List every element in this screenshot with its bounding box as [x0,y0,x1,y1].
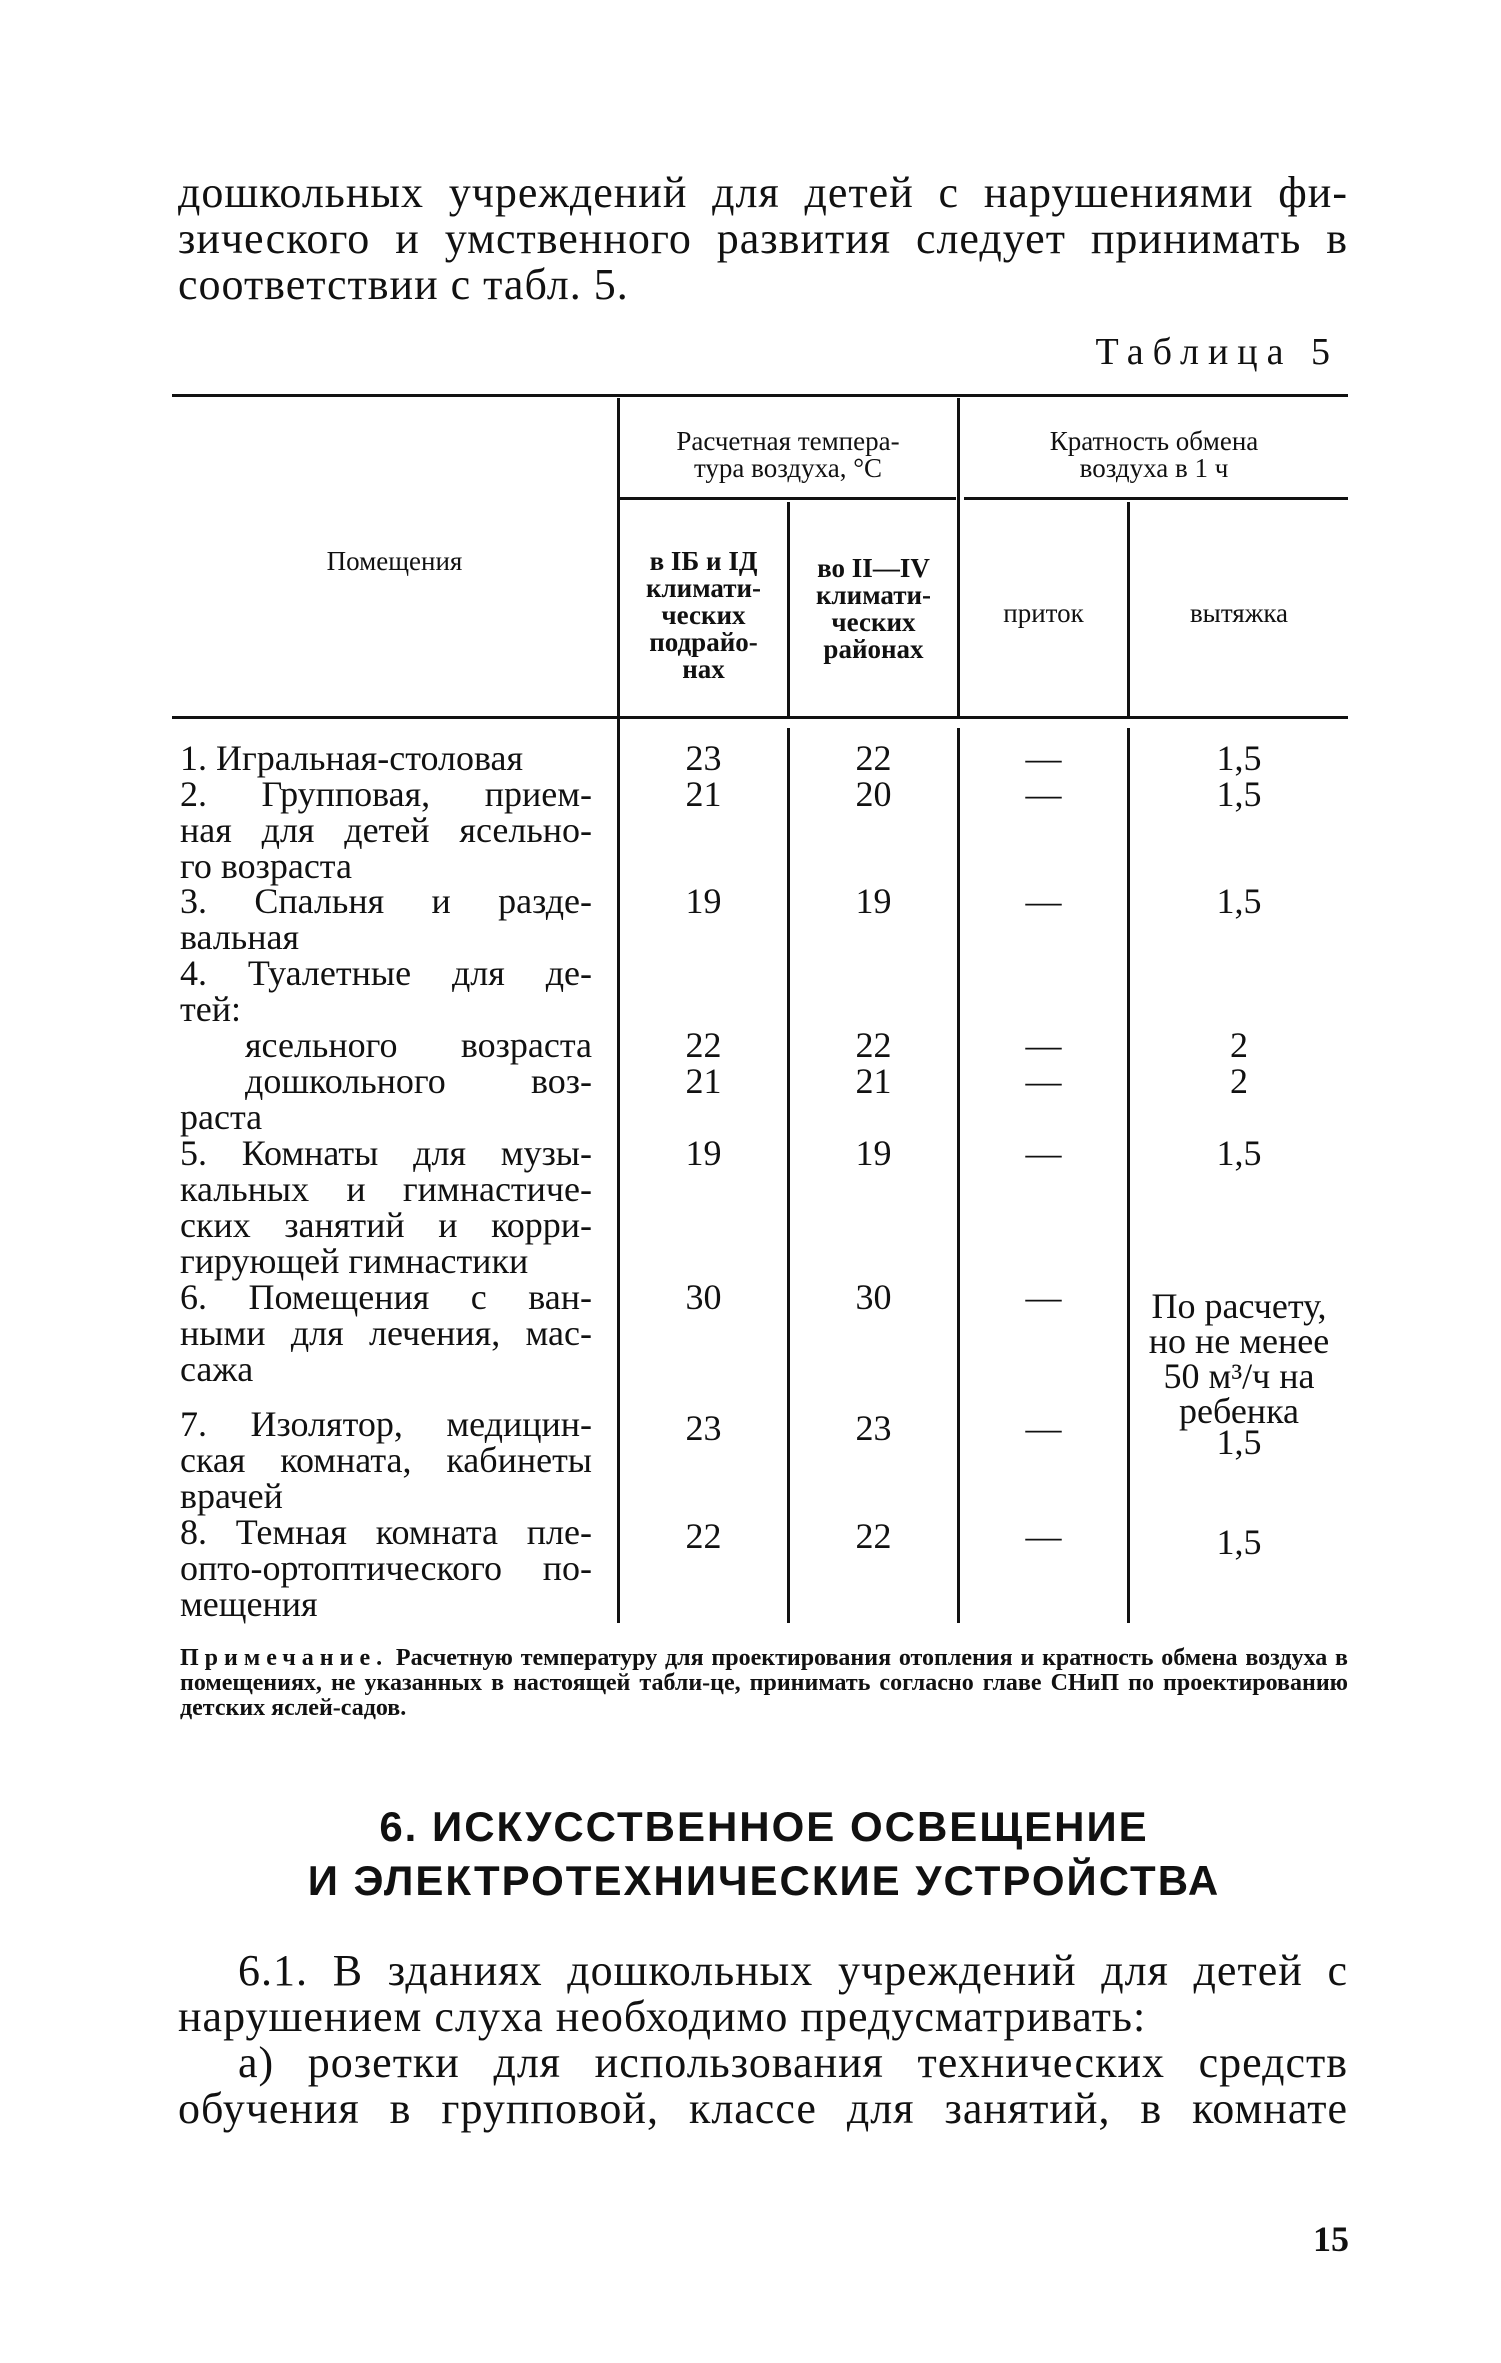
column-divider [787,728,790,1623]
header-exchange-group: Кратность обмена воздуха в 1 ч [1049,426,1259,483]
header-temperature-group: Расчетная темпера- тура воздуха, °С [676,426,900,483]
header-temp-districts: во II—IV климати- ческих районах [815,553,932,664]
table-cell-temp1: 21 [685,774,722,814]
table-cell-temp2: 22 [855,738,892,778]
intro-line: соответствии с табл. 5. [178,260,629,309]
table-cell-inflow: — [1025,881,1062,921]
table-cell-temp2: 19 [855,1133,892,1173]
note-text: Расчетную температуру для проектирования отопления и кратность обмена воздуха в помещениях, не указанных в настоящей табли-це, принимать согласно главе СНиП по проектированию детских яслей-садов. [180,1645,1348,1721]
column-divider [1127,728,1130,1623]
intro-line: дошкольных учреждений для детей с нарушениями фи- [178,168,1348,217]
table-cell-temp1: 23 [685,1408,722,1448]
header-rooms: Помещения [326,546,463,576]
table-cell-exhaust: 1,5 [1216,1422,1262,1462]
table-row-name: 4. Туалетные для де- тей: [180,953,592,1029]
table-note [180,1646,1348,1721]
table-row-name: 5. Комнаты для музы- кальных и гимнастиче- ских занятий и корри- гирующей гимнастики [180,1133,592,1281]
table-cell-inflow: — [1025,1516,1062,1556]
body-paragraph [178,1948,1348,2132]
table-cell-temp2: 22 [855,1516,892,1556]
header-bottom-rule [172,716,1348,719]
table-cell-exhaust: 2 [1230,1061,1248,1101]
body-line: нарушением слуха необходимо предусматривать: [178,1992,1147,2041]
table-cell-inflow: — [1025,1133,1062,1173]
header-temp-subdistricts: в IБ и IД климати- ческих подрайо- нах [645,546,762,684]
table-cell-inflow: — [1025,1408,1062,1448]
body-line: 6.1. В зданиях дошкольных учреждений для детей с [238,1946,1348,1995]
table-cell-exhaust: По расчету, но не менее 50 м³/ч на ребенка [1148,1286,1330,1431]
table-cell-temp1: 22 [685,1025,722,1065]
header-inflow: приток [1003,598,1084,628]
column-divider [957,728,960,1623]
body-line: а) розетки для использования технических средств [238,2038,1348,2087]
table-cell-temp2: 21 [855,1061,892,1101]
table-cell-exhaust: 2 [1230,1025,1248,1065]
table-row-name-continued: раста [180,1097,263,1137]
header-group-rule [964,497,1348,500]
table-row-name: 3. Спальня и разде- вальная [180,881,592,957]
table-row-name: 1. Игральная-столовая [180,738,524,778]
table-row-name: дошкольного воз- [245,1061,592,1101]
table-cell-inflow: — [1025,774,1062,814]
table-row-name: 6. Помещения с ван- ными для лечения, мас- сажа [180,1277,592,1389]
intro-paragraph [178,170,1348,308]
table-caption: Таблица 5 [1095,331,1339,373]
table-row-name: 2. Групповая, прием- ная для детей ясельно- го возраста [180,774,592,886]
table-cell-exhaust: 1,5 [1216,774,1262,814]
table-cell-temp2: 30 [855,1277,892,1317]
table-cell-temp1: 22 [685,1516,722,1556]
table-cell-temp1: 23 [685,738,722,778]
section-heading: 6. ИСКУССТВЕННОЕ ОСВЕЩЕНИЕ И ЭЛЕКТРОТЕХНИЧЕСКИЕ УСТРОЙСТВА [307,1803,1221,1904]
table-cell-temp1: 19 [685,881,722,921]
table-top-rule [172,394,1348,397]
body-line: обучения в групповой, классе для занятий, в комнате [178,2084,1348,2133]
table-cell-temp2: 19 [855,881,892,921]
table-cell-temp2: 23 [855,1408,892,1448]
header-exhaust: вытяжка [1189,598,1289,628]
page-number: 15 [1313,2219,1349,2259]
table-cell-inflow: — [1025,1025,1062,1065]
table-cell-temp2: 22 [855,1025,892,1065]
table-row-name: 7. Изолятор, медицин- ская комната, кабинеты врачей [180,1404,592,1516]
table-row-name: 8. Темная комната пле- опто-ортоптического по- мещения [180,1512,592,1624]
table-cell-temp1: 30 [685,1277,722,1317]
table-cell-inflow: — [1025,1061,1062,1101]
table-row-name: ясельного возраста [245,1025,592,1065]
table-cell-temp2: 20 [855,774,892,814]
table-cell-exhaust: 1,5 [1216,881,1262,921]
table-cell-inflow: — [1025,1277,1062,1317]
intro-line: зического и умственного развития следует принимать в [178,214,1348,263]
table-cell-inflow: — [1025,738,1062,778]
note-label: Примечание. [180,1645,389,1671]
table-cell-temp1: 21 [685,1061,722,1101]
table-cell-temp1: 19 [685,1133,722,1173]
table-cell-exhaust: 1,5 [1216,1133,1262,1173]
table-cell-exhaust: 1,5 [1216,738,1262,778]
header-group-rule [620,497,956,500]
table-cell-exhaust: 1,5 [1216,1522,1262,1562]
